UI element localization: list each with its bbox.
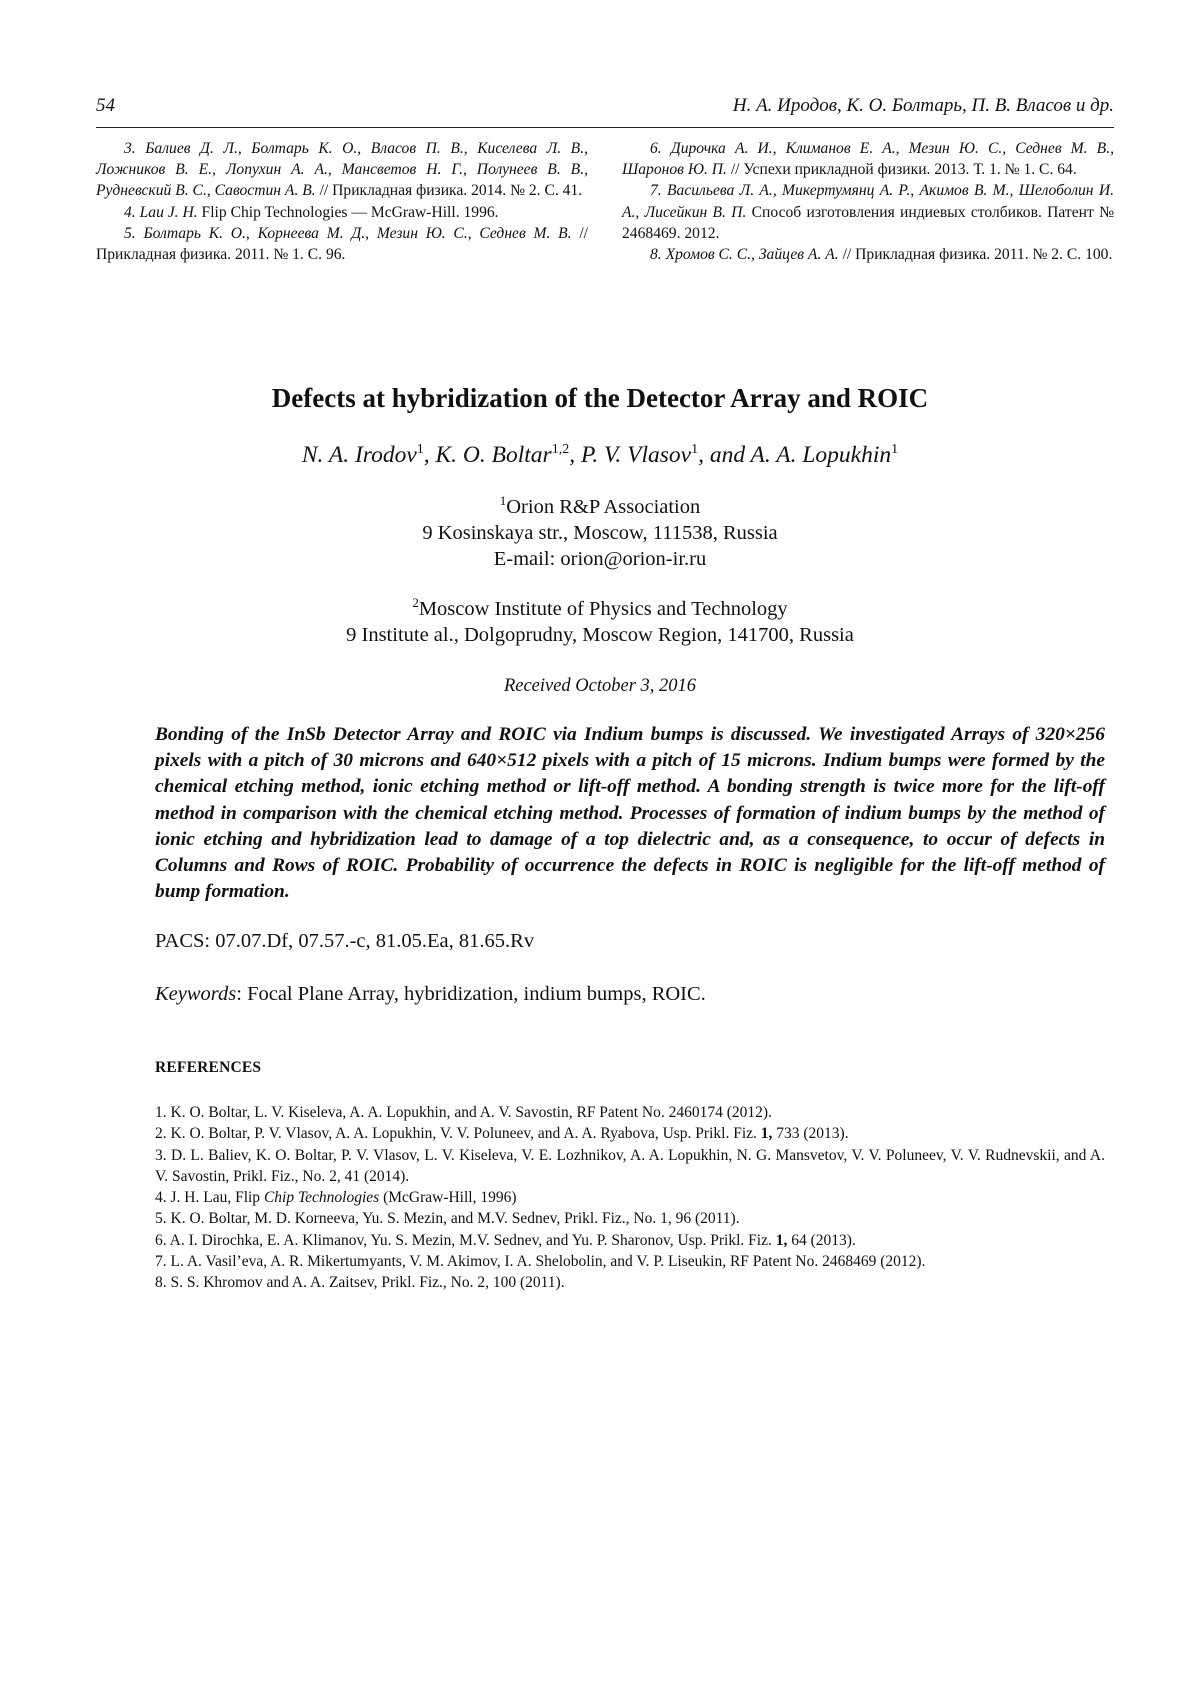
page-number: 54: [96, 95, 115, 116]
affiliation-address: 9 Kosinskaya str., Moscow, 111538, Russia: [422, 522, 778, 544]
ru-references-left-column: [96, 138, 588, 265]
ru-reference-item: [622, 244, 1114, 265]
author-affiliation-mark: 1,2: [551, 442, 570, 457]
pacs-codes: PACS: 07.07.Df, 07.57.-c, 81.05.Ea, 81.65.Rv: [155, 930, 535, 952]
author-affiliation-mark: 1: [691, 442, 699, 457]
author-separator: , and: [698, 442, 751, 468]
reference-tail: (McGraw-Hill, 1996): [379, 1189, 517, 1207]
ru-reference-item: [622, 138, 1114, 180]
affiliation-name: Orion R&P Association: [506, 496, 701, 518]
affiliation-1: [0, 494, 1200, 572]
ru-reference-authors: 3. Балиев Д. Л., Болтарь К. О., Власов П. В., Киселева Л. В., Ложников В. Е., Лопухин А. А., Мансветов Н. Г., Полунеев В. В., Рудневский В. С., Савостин А. В.: [96, 140, 588, 200]
author-affiliation-mark: 1: [891, 442, 899, 457]
ru-reference-source: // Прикладная физика. 2011. № 1. С. 96.: [96, 224, 588, 264]
affiliation-email: E-mail: orion@orion-ir.ru: [493, 548, 707, 570]
reference-tail: 64 (2013).: [787, 1231, 856, 1249]
reference-text: 7. L. A. Vasil’eva, A. R. Mikertumyants, V. M. Akimov, I. A. Shelobolin, and V. P. Liseukin, RF Patent No. 2468469 (2012).: [155, 1253, 926, 1271]
affiliation-2: [0, 596, 1200, 648]
reference-tail: 733 (2013).: [772, 1125, 849, 1143]
reference-text: 4. J. H. Lau, Flip: [155, 1189, 264, 1207]
keywords-label: Keywords: [155, 983, 237, 1005]
ru-reference-item: [622, 180, 1114, 244]
ru-reference-authors: 7. Васильева Л. А., Микертумянц А. Р., Акимов В. М., Шелоболин И. А., Лисейкин В. П.: [622, 182, 1114, 221]
running-title: Н. А. Иродов, К. О. Болтарь, П. В. Власов и др.: [732, 95, 1114, 116]
author-name: K. O. Boltar: [435, 442, 552, 468]
reference-item: [155, 1102, 1105, 1123]
reference-text: 8. S. S. Khromov and A. A. Zaitsev, Prikl. Fiz., No. 2, 100 (2011).: [155, 1274, 565, 1292]
references-heading: REFERENCES: [155, 1059, 262, 1076]
author-affiliation-mark: 1: [416, 442, 424, 457]
affiliation-address: 9 Institute al., Dolgoprudny, Moscow Region, 141700, Russia: [346, 624, 854, 646]
ru-reference-authors: 6. Дирочка А. И., Климанов Е. А., Мезин Ю. С., Седнев М. В., Шаронов Ю. П.: [622, 140, 1114, 179]
reference-text: 5. K. O. Boltar, M. D. Korneeva, Yu. S. Mezin, and M.V. Sednev, Prikl. Fiz., No. 1, 96 (2011).: [155, 1210, 740, 1228]
reference-text: 2. K. O. Boltar, P. V. Vlasov, A. A. Lopukhin, V. V. Poluneev, and A. A. Ryabova, Usp. Prikl. Fiz.: [155, 1125, 761, 1143]
article-title: Defects at hybridization of the Detector Array and ROIC: [271, 383, 929, 413]
author-separator: ,: [569, 442, 581, 468]
reference-text: 3. D. L. Baliev, K. O. Boltar, P. V. Vlasov, L. V. Kiseleva, V. E. Lozhnikov, A. A. Lopukhin, N. G. Mansvetov, V. V. Poluneev, V. V. Rudnevskii, and A. V. Savostin, Prikl. Fiz., No. 2, 41 (2014).: [155, 1146, 1105, 1185]
ru-reference-authors: 4. Lau J. H.: [124, 203, 198, 221]
reference-item: [155, 1208, 1105, 1229]
ru-reference-authors: 5. Болтарь К. О., Корнеева М. Д., Мезин Ю. С., Седнев М. В.: [124, 224, 572, 242]
reference-text: 6. A. I. Dirochka, E. A. Klimanov, Yu. S. Mezin, M.V. Sednev, and Yu. P. Sharonov, Usp. Prikl. Fiz.: [155, 1231, 776, 1249]
received-date: Received October 3, 2016: [503, 676, 697, 696]
keywords: [155, 980, 1105, 1008]
reference-item: [155, 1230, 1105, 1251]
keywords-text: : Focal Plane Array, hybridization, indium bumps, ROIC.: [236, 983, 706, 1005]
ru-reference-source: // Прикладная физика. 2011. № 2. С. 100.: [838, 246, 1113, 264]
ru-reference-source: // Прикладная физика. 2014. № 2. С. 41.: [315, 182, 583, 200]
ru-reference-source: Способ изготовления индиевых столбиков. Патент № 2468469. 2012.: [622, 203, 1114, 242]
ru-reference-source: // Успехи прикладной физики. 2013. Т. 1. № 1. С. 64.: [726, 161, 1077, 179]
abstract: Bonding of the InSb Detector Array and ROIC via Indium bumps is discussed. We investigated Arrays of 320×256 pixels with a pitch of 30 microns and 640×512 pixels with a pitch of 15 microns. Indium bumps were formed by the chemical etching method, ionic etching method or lift-off method. A bonding strength is twice more for the lift-off method in comparison with the chemical etching method. Processes of formation of indium bumps by the method of ionic etching and hybridization lead to damage of a top dielectric and, as a consequence, to occur of defects in Columns and Rows of ROIC. Probability of occurrence the defects in ROIC is negligible for the lift-off method of bump formation.: [155, 724, 1105, 903]
reference-item: [155, 1187, 1105, 1208]
header-rule: [96, 127, 1114, 128]
ru-reference-authors: 8. Хромов С. С., Зайцев А. А.: [650, 246, 839, 264]
reference-volume: 1,: [760, 1125, 773, 1143]
affiliation-name-line: [0, 596, 1200, 622]
affiliation-name: Moscow Institute of Physics and Technology: [418, 598, 788, 620]
affiliation-mark: 1: [499, 493, 507, 508]
reference-volume: 1,: [775, 1231, 788, 1249]
author-name: A. A. Lopukhin: [750, 442, 892, 468]
references-list: [155, 1102, 1105, 1294]
reference-item: [155, 1145, 1105, 1188]
ru-reference-source: Flip Chip Technologies — McGraw-Hill. 1996.: [197, 203, 499, 221]
reference-item: [155, 1123, 1105, 1144]
ru-reference-item: [96, 223, 588, 265]
ru-references-right-column: [622, 138, 1114, 265]
author-list: [0, 440, 1200, 470]
author-name: N. A. Irodov: [301, 442, 417, 468]
author-name: P. V. Vlasov: [580, 442, 692, 468]
reference-item: [155, 1251, 1105, 1272]
affiliation-name-line: [0, 494, 1200, 520]
reference-text: 1. K. O. Boltar, L. V. Kiseleva, A. A. Lopukhin, and A. V. Savostin, RF Patent No. 2460174 (2012).: [155, 1104, 772, 1121]
ru-reference-item: [96, 202, 588, 223]
reference-italic: Chip Technologies: [263, 1189, 380, 1207]
author-separator: ,: [423, 442, 436, 468]
affiliation-mark: 2: [412, 595, 419, 610]
reference-item: [155, 1272, 1105, 1293]
ru-reference-item: [96, 138, 588, 202]
running-header: [96, 92, 1114, 120]
